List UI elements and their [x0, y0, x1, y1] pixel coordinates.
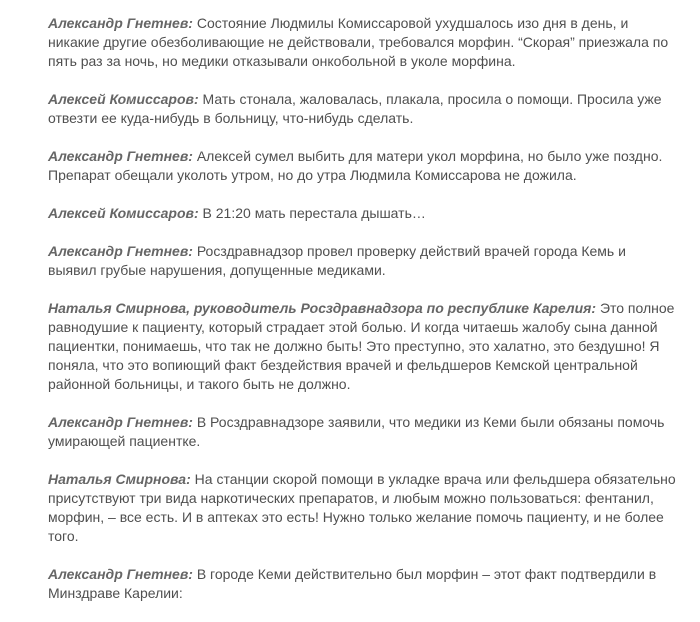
speaker-name: Александр Гнетнев:	[48, 148, 193, 164]
speaker-name: Александр Гнетнев:	[48, 15, 193, 31]
paragraph-text: Росздравнадзор провел проверку действий врачей города Кемь и выявил грубые нарушения, допущенные медиками.	[48, 243, 626, 278]
paragraph-text: Мать стонала, жаловалась, плакала, просила о помощи. Просила уже отвезти ее куда-нибудь в больницу, что-нибудь сделать.	[48, 91, 662, 126]
transcript-paragraph	[48, 242, 676, 280]
speaker-name: Наталья Смирнова:	[48, 471, 191, 487]
transcript-paragraph	[48, 90, 676, 128]
speaker-name: Александр Гнетнев:	[48, 414, 193, 430]
paragraph-text: В Росздравнадзоре заявили, что медики из Кеми были обязаны помочь умирающей пациентке.	[48, 414, 665, 449]
paragraph-text: Состояние Людмилы Комиссаровой ухудшалось изо дня в день, и никакие другие обезболивающие не действовали, требовался морфин. “Скорая” приезжала по пять раз за ночь, но медики отказывали онкобольной в уколе морфина.	[48, 15, 669, 69]
paragraph-text: В 21:20 мать перестала дышать…	[202, 205, 426, 221]
speaker-name: Александр Гнетнев:	[48, 243, 193, 259]
transcript-paragraph	[48, 299, 676, 394]
speaker-name: Алексей Комиссаров:	[48, 91, 199, 107]
transcript-paragraph	[48, 565, 676, 603]
transcript	[48, 14, 676, 622]
transcript-paragraph	[48, 14, 676, 71]
transcript-paragraph	[48, 204, 676, 223]
transcript-paragraph	[48, 470, 676, 546]
transcript-paragraph	[48, 413, 676, 451]
paragraph-text: В городе Кеми действительно был морфин – этот факт подтвердили в Минздраве Карелии:	[48, 566, 657, 601]
paragraph-text: Алексей сумел выбить для матери укол морфина, но было уже поздно. Препарат обещали уколоть утром, но до утра Людмила Комиссарова не дожила.	[48, 148, 663, 183]
speaker-name: Алексей Комиссаров:	[48, 205, 199, 221]
paragraph-text: На станции скорой помощи в укладке врача или фельдшера обязательно присутствуют три вида наркотических препаратов, и любым можно пользоваться: фентанил, морфин, – все есть. И в аптеках это есть! Нужно только желание помочь пациенту, и не более того.	[48, 471, 676, 544]
speaker-name: Александр Гнетнев:	[48, 566, 193, 582]
speaker-name: Наталья Смирнова, руководитель Росздравнадзора по республике Карелия:	[48, 300, 597, 316]
paragraph-text: Это полное равнодушие к пациенту, который страдает этой болью. И когда читаешь жалобу сына данной пациентки, понимаешь, что так не должно быть! Это преступно, это халатно, это бездушно! Я поняла, что это вопиющий факт бездействия врачей и фельдшеров Кемской центральной районной больницы, и такого быть не должно.	[48, 300, 675, 392]
transcript-paragraph	[48, 147, 676, 185]
